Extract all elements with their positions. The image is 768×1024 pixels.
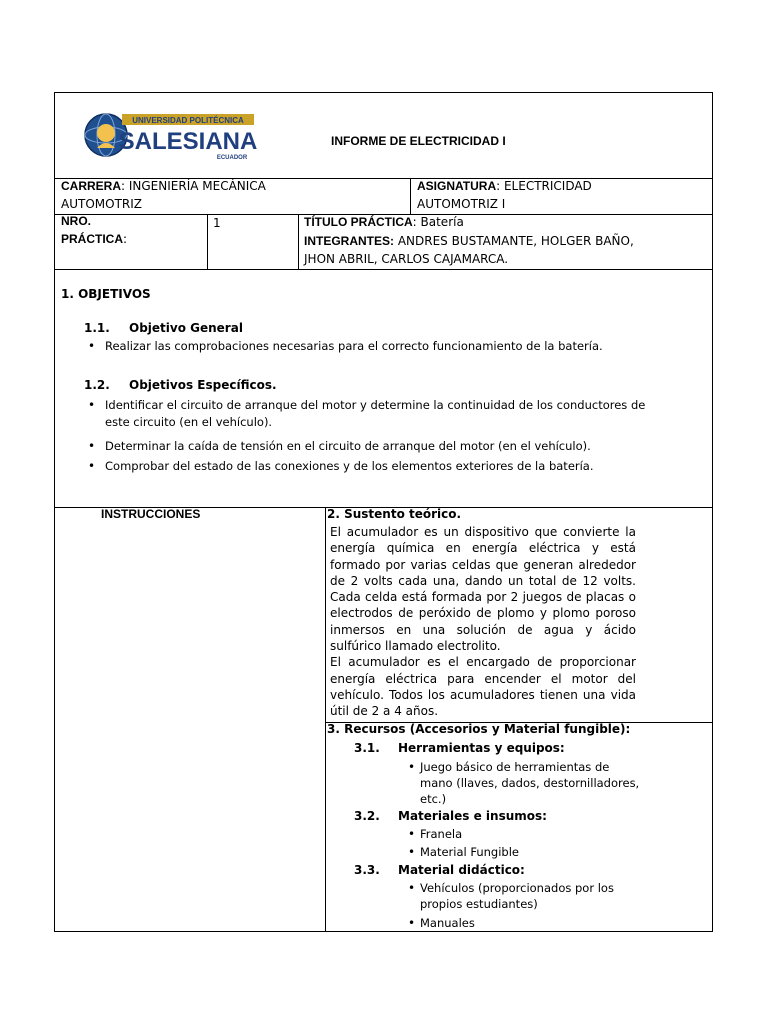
integrantes-line-1 — [304, 233, 634, 250]
integrantes-label: INTEGRANTES: — [304, 234, 394, 248]
herramientas-line-3: etc.) — [420, 792, 447, 806]
bullet-dot: • — [408, 760, 416, 774]
objetivos-especificos-num: 1.2. — [84, 378, 110, 392]
carrera-label: CARRERA — [61, 179, 121, 193]
instrucciones-heading: INSTRUCCIONES — [101, 507, 201, 521]
didactico-item-2: Manuales — [420, 916, 475, 930]
titulo-label: TÍTULO PRÁCTICA — [304, 215, 413, 229]
carrera-line-2: AUTOMOTRIZ — [61, 197, 142, 211]
bullet-dot: • — [408, 845, 416, 859]
objetivo-especifico-3: Comprobar del estado de las conexiones y de los elementos exteriores de la batería. — [105, 459, 594, 473]
objetivo-especifico-1-line-2: este circuito (en el vehículo). — [105, 415, 273, 429]
divider-titulo — [298, 214, 299, 269]
logo-sub-text: ECUADOR — [216, 155, 248, 161]
objetivo-general-item: Realizar las comprobaciones necesarias para el correcto funcionamiento de la batería. — [105, 339, 603, 353]
divider-nro — [207, 214, 208, 269]
asignatura-line-1 — [417, 178, 592, 195]
didactico-item-1-line-1: Vehículos (proporcionados por los — [420, 881, 614, 895]
bullet-dot: • — [408, 881, 416, 895]
divider-instrucciones — [325, 507, 326, 932]
asignatura-value: : ELECTRICIDAD — [496, 179, 592, 193]
sustento-text — [330, 524, 636, 720]
university-logo — [82, 108, 262, 162]
titulo-value: : Batería — [412, 215, 464, 229]
recursos-heading: 3. Recursos (Accesorios y Material fungible): — [327, 722, 631, 736]
herramientas-line-2: mano (llaves, dados, destornilladores, — [420, 776, 640, 790]
bullet-dot: • — [88, 439, 96, 453]
objetivo-general-num: 1.1. — [84, 321, 110, 335]
divider-practica — [54, 269, 713, 270]
recursos-3-1-title: Herramientas y equipos: — [398, 741, 565, 755]
bullet-dot: • — [408, 827, 416, 841]
objetivo-especifico-1-line-1: Identificar el circuito de arranque del motor y determine la continuidad de los conductores de — [105, 398, 646, 412]
asignatura-label: ASIGNATURA — [417, 179, 497, 193]
bullet-dot: • — [88, 339, 96, 353]
objetivos-especificos-title: Objetivos Específicos. — [129, 378, 277, 392]
practica-label: PRÁCTICA — [61, 232, 123, 246]
objetivos-heading: 1. OBJETIVOS — [61, 287, 151, 301]
carrera-line-1 — [61, 178, 266, 195]
logo-top-text: UNIVERSIDAD POLITÉCNICA — [132, 116, 244, 125]
sustento-paragraph-1: El acumulador es un dispositivo que convierte la energía química en energía eléctrica y está formado por varias celdas que generan alrededor de 2 volts cada una, dando un total de 12 volts. Cada celda está formada por 2 juegos de placas o electrodos de peróxido de plomo y plomo poroso inmersos en una solución de agua y ácido sulfúrico llamado electrolito. — [330, 525, 636, 654]
bullet-dot: • — [408, 916, 416, 930]
recursos-3-3-num: 3.3. — [354, 863, 380, 877]
practica-colon: : — [123, 232, 128, 246]
recursos-3-3-title: Material didáctico: — [398, 863, 525, 877]
carrera-value: : INGENIERÍA MECÁNICA — [121, 179, 266, 193]
recursos-3-1-num: 3.1. — [354, 741, 380, 755]
integrantes-line-2: JHON ABRIL, CARLOS CAJAMARCA. — [304, 252, 509, 266]
logo-main-text: SALESIANA — [118, 128, 258, 155]
recursos-3-2-num: 3.2. — [354, 809, 380, 823]
materiales-item-1: Franela — [420, 827, 463, 841]
objetivo-general-title: Objetivo General — [129, 321, 243, 335]
recursos-3-2-title: Materiales e insumos: — [398, 809, 547, 823]
objetivo-especifico-2: Determinar la caída de tensión en el circuito de arranque del motor (en el vehículo). — [105, 439, 591, 453]
herramientas-line-1: Juego básico de herramientas de — [420, 760, 610, 774]
nro-label: NRO. — [61, 214, 91, 228]
materiales-item-2: Material Fungible — [420, 845, 520, 859]
divider-asignatura — [410, 178, 411, 214]
sustento-paragraph-2: El acumulador es el encargado de proporcionar energía eléctrica para encender el motor del vehículo. Todos los acumuladores tienen una vida útil de 2 a 4 años. — [330, 655, 636, 719]
bullet-dot: • — [88, 459, 96, 473]
didactico-item-1-line-2: propios estudiantes) — [420, 897, 538, 911]
nro-value: 1 — [213, 216, 221, 230]
integrantes-value: ANDRES BUSTAMANTE, HOLGER BAÑO, — [394, 234, 634, 248]
sustento-heading: 2. Sustento teórico. — [327, 507, 462, 521]
report-title: INFORME DE ELECTRICIDAD I — [331, 134, 506, 148]
titulo-line — [304, 214, 464, 231]
bullet-dot: • — [88, 398, 96, 412]
practica-label-line — [61, 231, 127, 248]
asignatura-line-2: AUTOMOTRIZ I — [417, 197, 506, 211]
